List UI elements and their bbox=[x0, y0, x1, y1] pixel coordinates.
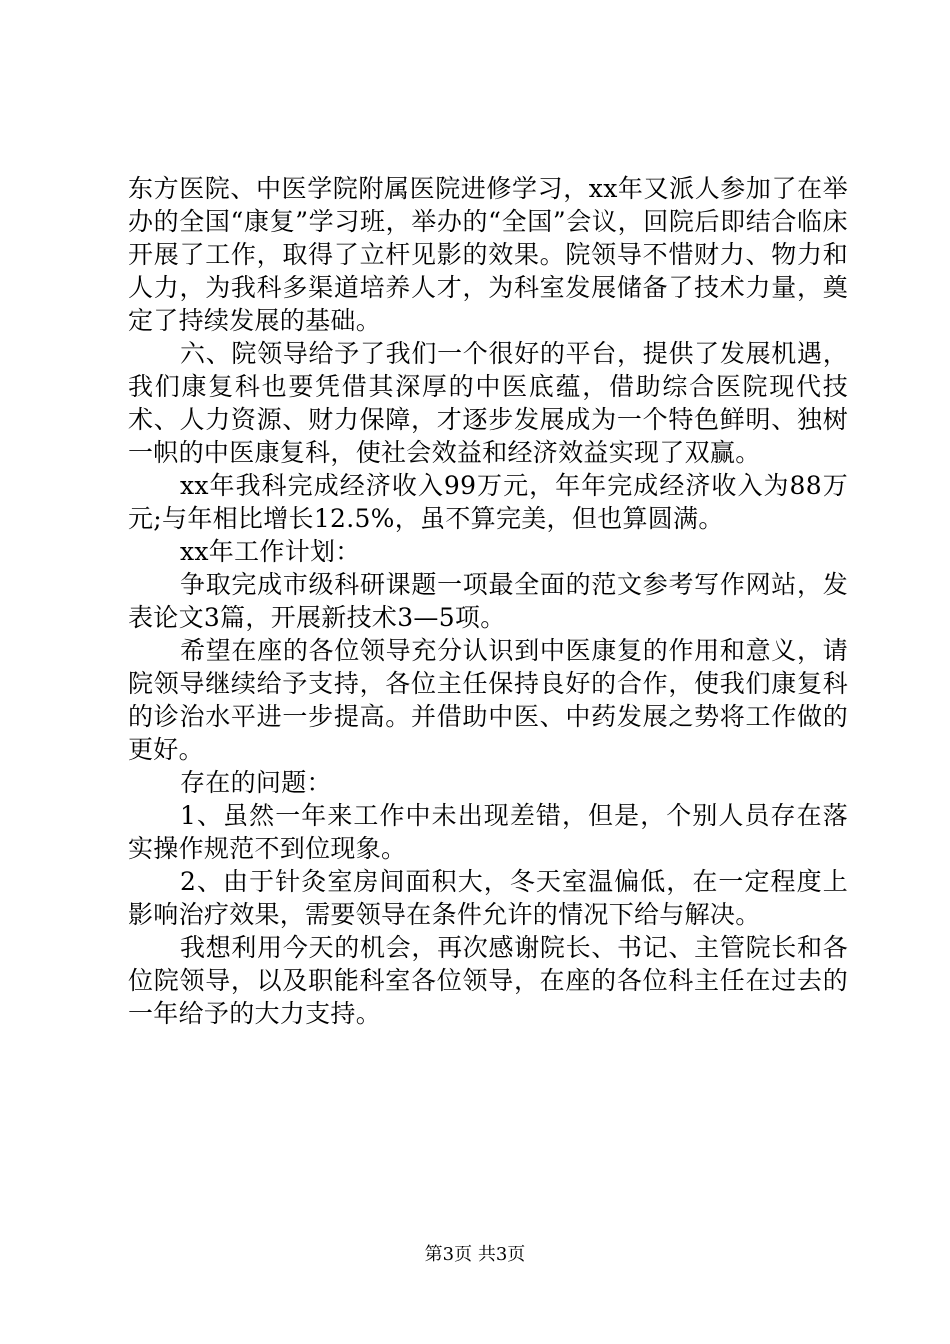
paragraph-research-goal: 争取完成市级科研课题一项最全面的范文参考写作网站，发表论文3篇，开展新技术3—5项。 bbox=[128, 570, 848, 632]
heading-work-plan: xx年工作计划： bbox=[180, 537, 361, 566]
paragraph-hope: 希望在座的各位领导充分认识到中医康复的作用和意义，请院领导继续给予支持，各位主任保持良好的合作，使我们康复科的诊治水平进一步提高。并借助中医、中药发展之势将工作做的更好。 bbox=[128, 636, 848, 764]
paragraph-problem-1: 1、虽然一年来工作中未出现差错，但是，个别人员存在落实操作规范不到位现象。 bbox=[128, 801, 848, 863]
heading-problems: 存在的问题： bbox=[180, 768, 332, 797]
document-body bbox=[128, 172, 848, 1030]
paragraph-income: xx年我科完成经济收入99万元，年年完成经济收入为88万元;与年相比增长12.5%，虽不算完美，但也算圆满。 bbox=[128, 471, 848, 533]
paragraph-problem-2: 2、由于针灸室房间面积大，冬天室温偏低，在一定程度上影响治疗效果，需要领导在条件允许的情况下给与解决。 bbox=[128, 867, 848, 929]
page-footer: 第3页 共3页 bbox=[424, 1244, 526, 1265]
paragraph-training: 东方医院、中医学院附属医院进修学习，xx年又派人参加了在举办的全国“康复”学习班，举办的“全国”会议，回院后即结合临床开展了工作，取得了立杆见影的效果。院领导不惜财力、物力和人力，为我科多渠道培养人才，为科室发展储备了技术力量，奠定了持续发展的基础。 bbox=[128, 174, 848, 335]
paragraph-platform: 六、院领导给予了我们一个很好的平台，提供了发展机遇，我们康复科也要凭借其深厚的中医底蕴，借助综合医院现代技术、人力资源、财力保障，才逐步发展成为一个特色鲜明、独树一帜的中医康复科，使社会效益和经济效益实现了双赢。 bbox=[128, 339, 848, 467]
paragraph-thanks: 我想利用今天的机会，再次感谢院长、书记、主管院长和各位院领导，以及职能科室各位领导，在座的各位科主任在过去的一年给予的大力支持。 bbox=[128, 933, 848, 1028]
